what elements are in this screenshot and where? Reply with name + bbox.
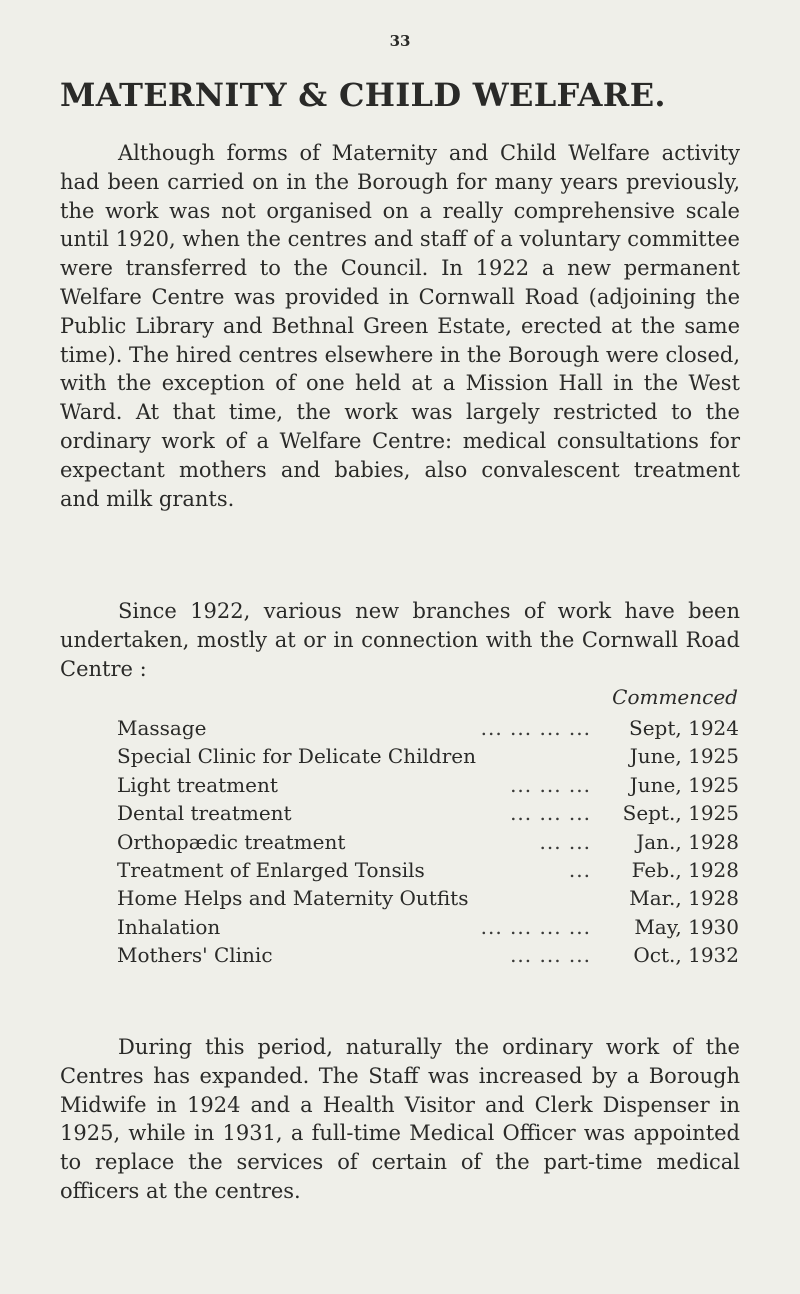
table-row <box>117 801 739 829</box>
commenced-date: Sept, 1924 <box>629 716 739 740</box>
paragraph-new-branches: Since 1922, various new branches of work have been undertaken, mostly at or in connection with the Cornwall Road Centre : <box>60 599 740 681</box>
dot-leader: ... ... ... <box>510 772 591 797</box>
commenced-date: Feb., 1928 <box>631 857 739 882</box>
service-name: Light treatment <box>117 772 278 797</box>
service-name: Orthopædic treatment <box>117 829 346 854</box>
table-row <box>117 830 739 858</box>
commenced-date: June, 1925 <box>629 772 739 797</box>
page-title: MATERNITY & CHILD WELFARE. <box>60 76 666 114</box>
table-row <box>117 886 739 914</box>
service-name: Dental treatment <box>117 801 292 826</box>
commenced-date: Mar., 1928 <box>629 886 739 911</box>
commenced-date: June, 1925 <box>629 744 739 769</box>
commenced-date: Oct., 1932 <box>633 943 739 968</box>
table-row <box>117 858 739 886</box>
page-number: 33 <box>389 32 411 50</box>
paragraph-staff-expansion: During this period, naturally the ordinary work of the Centres has expanded. The Staff was increased by a Borough Midwife in 1924 and a Health Visitor and Clerk Dispenser in 1925, while in 1931, a full-time Medical Officer was appointed to replace the services of certain of the part-time medical officers at the centres. <box>60 1035 740 1203</box>
service-name: Massage <box>117 716 207 740</box>
commenced-date: May, 1930 <box>634 914 739 939</box>
service-name: Special Clinic for Delicate Children <box>117 744 476 769</box>
dot-leader: ... <box>568 857 591 882</box>
dot-leader: ... ... <box>539 829 591 854</box>
dot-leader: ... ... ... ... <box>480 716 591 740</box>
service-name: Mothers' Clinic <box>117 943 273 968</box>
dot-leader: ... ... ... <box>510 801 591 826</box>
commenced-column-header: Commenced <box>612 685 738 709</box>
service-name: Treatment of Enlarged Tonsils <box>117 857 425 882</box>
table-row <box>117 915 739 943</box>
dot-leader: ... ... ... <box>510 943 591 968</box>
dot-leader: ... ... ... ... <box>480 914 591 939</box>
table-row <box>117 744 739 772</box>
commenced-date: Sept., 1925 <box>622 801 739 826</box>
service-name: Inhalation <box>117 914 221 939</box>
table-row <box>117 943 739 971</box>
commenced-date: Jan., 1928 <box>636 829 739 854</box>
services-table <box>117 716 739 972</box>
table-row <box>117 773 739 801</box>
service-name: Home Helps and Maternity Outfits <box>117 886 469 911</box>
table-row <box>117 716 739 744</box>
paragraph-history: Although forms of Maternity and Child Welfare activity had been carried on in the Borough for many years previously, the work was not organised on a really comprehensive scale until 1920, when the centres and staff of a voluntary committee were transferred to the Council. In 1922 a new permanent Welfare Centre was provided in Cornwall Road (adjoining the Public Library and Bethnal Green Estate, erected at the same time). The hired centres elsewhere in the Borough were closed, with the exception of one held at a Mission Hall in the West Ward. At that time, the work was largely restricted to the ordinary work of a Welfare Centre: medical consultations for expectant mothers and babies, also convalescent treatment and milk grants. <box>60 141 740 511</box>
